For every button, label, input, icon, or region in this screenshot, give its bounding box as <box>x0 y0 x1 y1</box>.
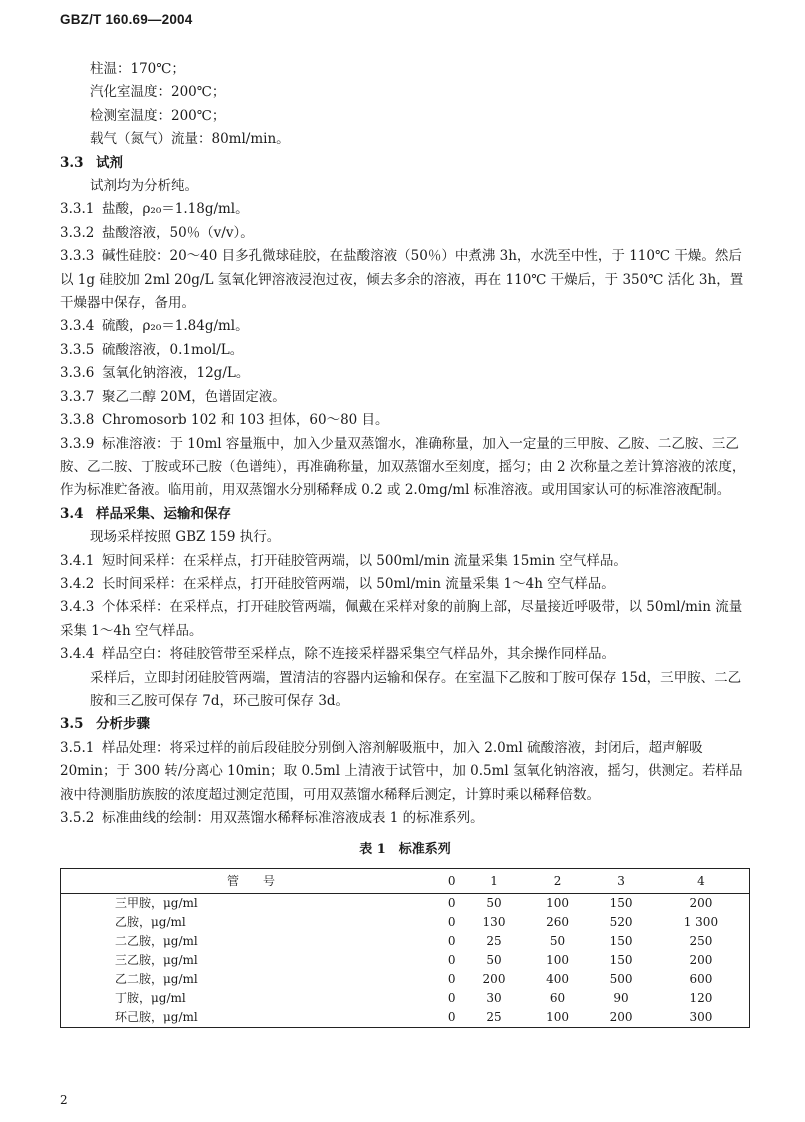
page-number: 2 <box>60 1093 68 1107</box>
clause-text: 样品处理：将采过样的前后段硅胶分别倒入溶剂解吸瓶中，加入 2.0ml 硫酸溶液，封闭后，超声解吸 20min；于 300 转/分离心 10min；取 0.5ml 上清液于试管中，加 0.5ml 氢氧化钠溶液，摇匀，供测定。若样品液中待测脂肪族胺的浓度超过测定范围，可用双蒸馏水稀释后测定，计算时乘以稀释倍数。 <box>60 739 743 803</box>
section-number: 3.3 <box>60 154 84 171</box>
table-cell: 丁胺，μg/ml <box>115 990 186 1005</box>
table-cell: 0 <box>447 895 456 910</box>
table-cell: 200 <box>689 952 713 967</box>
clause-text: 短时间采样：在采样点，打开硅胶管两端，以 500ml/min 流量采集 15min 空气样品。 <box>102 552 627 569</box>
clause-3-5-2 <box>60 807 750 830</box>
clause-number: 3.3.3 <box>60 248 95 265</box>
table-cell: 25 <box>486 1009 502 1024</box>
table-cell: 260 <box>546 914 569 929</box>
clause-text: 碱性硅胶：20～40 目多孔微球硅胶，在盐酸溶液（50％）中煮沸 3h，水洗至中性，于 110℃ 干燥。然后以 1g 硅胶加 2ml 20g/L 氢氧化钾溶液浸泡过夜，倾去多余的溶液，再在 110℃ 干燥后，于 350℃ 活化 3h，置干燥器中保存，备用。 <box>60 248 744 312</box>
table-cell: 100 <box>546 1009 569 1024</box>
standard-series-table <box>60 868 750 1028</box>
clause-text: Chromosorb 102 和 103 担体，60～80 目。 <box>102 412 389 429</box>
section-title: 样品采集、运输和保存 <box>96 505 231 522</box>
clause-number: 3.3.6 <box>60 365 95 382</box>
table-header-row <box>61 868 750 893</box>
section-title: 分析步骤 <box>96 716 150 733</box>
table-header-cell: 1 <box>462 868 526 893</box>
table-row <box>61 893 750 913</box>
table-cell: 100 <box>546 952 569 967</box>
section-heading-3-5 <box>60 713 750 736</box>
clause-text: 硫酸溶液，0.1mol/L。 <box>102 341 244 358</box>
clause-number: 3.3.2 <box>60 224 95 241</box>
param-line: 柱温：170℃； <box>90 61 185 77</box>
document-body <box>60 58 750 1028</box>
clause-number: 3.3.8 <box>60 412 95 429</box>
document-header: GBZ/T 160.69—2004 <box>60 12 193 27</box>
table-cell: 100 <box>546 895 569 910</box>
table-row <box>61 932 750 951</box>
clause-3-3-3 <box>60 245 750 315</box>
clause-number: 3.4.3 <box>60 599 95 616</box>
clause-3-3-2 <box>60 222 750 245</box>
table-cell: 0 <box>447 1009 456 1024</box>
table-header-cell: 3 <box>589 868 653 893</box>
clause-3-4-1 <box>60 550 750 573</box>
clause-text: 聚乙二醇 20M，色谱固定液。 <box>102 388 286 405</box>
table-cell: 1 300 <box>683 914 719 929</box>
table-cell: 120 <box>689 990 713 1005</box>
paragraph: 采样后，立即封闭硅胶管两端，置清洁的容器内运输和保存。在室温下乙胺和丁胺可保存 15d，三甲胺、二乙胺和三乙胺可保存 7d，环己胺可保存 3d。 <box>90 669 742 709</box>
table-cell: 250 <box>689 933 713 948</box>
table-cell: 三甲胺，μg/ml <box>115 895 198 910</box>
clause-3-4-2 <box>60 573 750 596</box>
table-cell: 三乙胺，μg/ml <box>115 952 198 967</box>
table-cell: 50 <box>549 933 566 948</box>
clause-3-3-5 <box>60 339 750 362</box>
clause-text: 长时间采样：在采样点，打开硅胶管两端，以 50ml/min 流量采集 1～4h 空气样品。 <box>102 575 615 592</box>
clause-number: 3.3.9 <box>60 435 95 452</box>
table-cell: 300 <box>689 1009 713 1024</box>
clause-text: 氢氧化钠溶液，12g/L。 <box>102 365 250 382</box>
clause-text: 盐酸溶液，50％（v/v）。 <box>102 224 254 241</box>
table-cell: 60 <box>549 990 566 1005</box>
section-number: 3.4 <box>60 505 84 522</box>
table-cell: 0 <box>447 971 456 986</box>
clause-3-3-6 <box>60 362 750 385</box>
clause-3-3-8 <box>60 409 750 432</box>
table-cell: 50 <box>486 952 502 967</box>
clause-number: 3.3.4 <box>60 318 95 335</box>
table-cell: 400 <box>546 971 569 986</box>
clause-number: 3.5.1 <box>60 739 95 756</box>
table-cell: 130 <box>482 914 506 929</box>
clause-text: 标准曲线的绘制：用双蒸馏水稀释标准溶液成表 1 的标准系列。 <box>102 810 484 826</box>
clause-3-3-7 <box>60 386 750 409</box>
table-cell: 500 <box>609 971 633 986</box>
table-cell: 90 <box>613 990 629 1005</box>
table-cell: 0 <box>447 952 456 967</box>
clause-number: 3.3.7 <box>60 388 95 405</box>
table-cell: 50 <box>486 895 502 910</box>
table-cell: 30 <box>486 990 502 1005</box>
table-cell: 200 <box>482 971 506 986</box>
clause-3-4-3 <box>60 596 750 643</box>
param-line: 载气（氮气）流量：80ml/min。 <box>90 131 290 148</box>
table-cell: 520 <box>609 914 633 929</box>
table-cell: 0 <box>447 933 456 948</box>
clause-3-3-4 <box>60 315 750 338</box>
table-row <box>61 913 750 932</box>
table-cell: 乙二胺，μg/ml <box>115 971 198 986</box>
table-cell: 环己胺，μg/ml <box>115 1009 198 1024</box>
clause-text: 样品空白：将硅胶管带至采样点，除不连接采样器采集空气样品外，其余操作同样品。 <box>102 646 615 663</box>
clause-3-4-4 <box>60 643 750 666</box>
table-cell: 二乙胺，μg/ml <box>115 933 198 948</box>
clause-number: 3.3.5 <box>60 341 95 358</box>
section-number: 3.5 <box>60 716 84 733</box>
section-heading-3-3 <box>60 152 750 175</box>
clause-number: 3.4.1 <box>60 552 95 569</box>
section-heading-3-4 <box>60 503 750 526</box>
clause-text: 盐酸，ρ₂₀＝1.18g/ml。 <box>102 201 249 218</box>
table-header-cell: 0 <box>441 868 462 893</box>
table-cell: 0 <box>447 990 456 1005</box>
clause-text: 个体采样：在采样点，打开硅胶管两端，佩戴在采样对象的前胸上部，尽量接近呼吸带，以 50ml/min 流量采集 1～4h 空气样品。 <box>60 599 743 639</box>
clause-3-3-9 <box>60 433 750 503</box>
table-row <box>61 989 750 1008</box>
paragraph: 试剂均为分析纯。 <box>90 178 198 195</box>
clause-text: 硫酸，ρ₂₀＝1.84g/ml。 <box>102 318 249 335</box>
table-caption: 表 1 标准系列 <box>359 842 451 858</box>
table-cell: 150 <box>609 933 633 948</box>
table-cell: 150 <box>609 952 633 967</box>
table-cell: 0 <box>447 914 456 929</box>
clause-number: 3.4.4 <box>60 646 95 663</box>
table-cell: 200 <box>609 1009 633 1024</box>
table-row <box>61 951 750 970</box>
table-header-cell: 管 号 <box>61 868 442 893</box>
clause-3-5-1 <box>60 737 750 807</box>
table-header-cell: 4 <box>653 868 750 893</box>
clause-text: 标准溶液：于 10ml 容量瓶中，加入少量双蒸馏水，准确称量，加入一定量的三甲胺、乙胺、二乙胺、三乙胺、乙二胺、丁胺或环己胺（色谱纯），再准确称量，加双蒸馏水至刻度，摇匀；由 2 次称量之差计算溶液的浓度，作为标准贮备液。临用前，用双蒸馏水分别稀释成 0.2 或 2.0mg/ml 标准溶液。或用国家认可的标准溶液配制。 <box>60 435 746 499</box>
param-line: 汽化室温度：200℃； <box>90 84 226 101</box>
param-line: 检测室温度：200℃； <box>90 107 226 124</box>
paragraph: 现场采样按照 GBZ 159 执行。 <box>90 529 281 546</box>
clause-number: 3.5.2 <box>60 810 95 826</box>
table-cell: 25 <box>486 933 502 948</box>
clause-number: 3.3.1 <box>60 201 95 218</box>
table-cell: 150 <box>609 895 633 910</box>
table-cell: 200 <box>689 895 713 910</box>
clause-3-3-1 <box>60 198 750 221</box>
section-title: 试剂 <box>96 154 123 171</box>
table-cell: 600 <box>689 971 713 986</box>
table-row <box>61 970 750 989</box>
table-row <box>61 1008 750 1028</box>
table-cell: 乙胺，μg/ml <box>115 914 186 929</box>
table-header-cell: 2 <box>526 868 590 893</box>
clause-number: 3.4.2 <box>60 575 95 592</box>
